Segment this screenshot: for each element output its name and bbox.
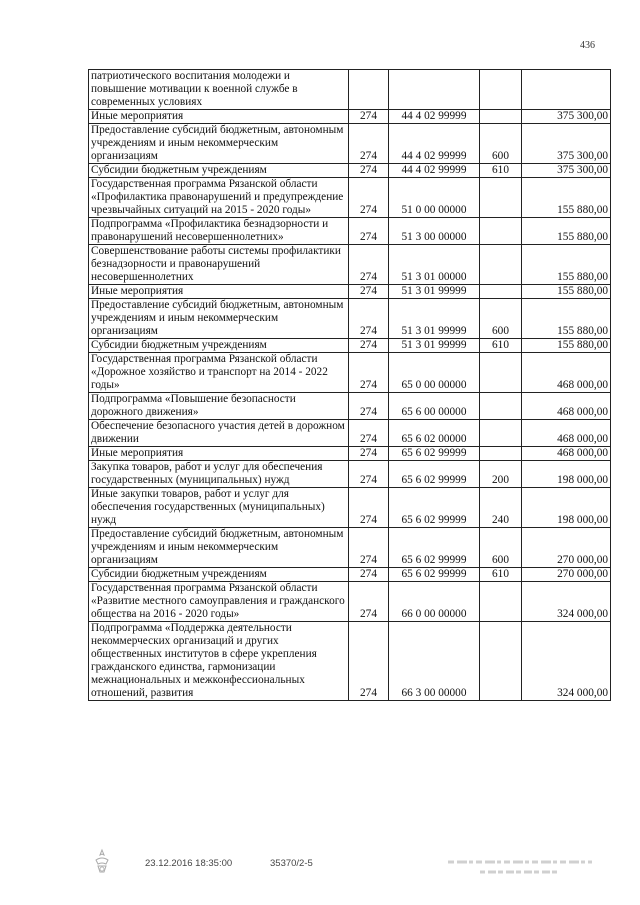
- row-name: Предоставление субсидий бюджетным, автономным учреждениям и иным некоммерческим организациям: [89, 528, 349, 568]
- row-amount: 324 000,00: [522, 622, 611, 701]
- row-amount: [522, 70, 611, 110]
- row-expense-type: [480, 582, 522, 622]
- page-number: 436: [580, 40, 595, 51]
- row-target-article: 51 0 00 00000: [389, 178, 480, 218]
- row-name: Государственная программа Рязанской области «Профилактика правонарушений и предупреждение чрезвычайных ситуаций на 2015 - 2020 годы»: [89, 178, 349, 218]
- budget-table: [88, 69, 611, 701]
- table-row: [89, 461, 611, 488]
- footer-datetime: 23.12.2016 18:35:00: [145, 858, 233, 869]
- row-target-article: 51 3 01 99999: [389, 285, 480, 299]
- row-name: Иные мероприятия: [89, 110, 349, 124]
- row-target-article: 65 6 02 99999: [389, 461, 480, 488]
- row-target-article: 65 6 02 99999: [389, 488, 480, 528]
- row-name: Подпрограмма «Повышение безопасности дорожного движения»: [89, 393, 349, 420]
- row-amount: 468 000,00: [522, 393, 611, 420]
- row-amount: 468 000,00: [522, 420, 611, 447]
- table-row: [89, 245, 611, 285]
- row-expense-type: 600: [480, 528, 522, 568]
- table-row: [89, 178, 611, 218]
- table-row: [89, 528, 611, 568]
- row-target-article: 66 0 00 00000: [389, 582, 480, 622]
- row-amount: 198 000,00: [522, 488, 611, 528]
- table-row: [89, 218, 611, 245]
- row-name: Субсидии бюджетным учреждениям: [89, 568, 349, 582]
- row-code: 274: [349, 124, 389, 164]
- row-code: 274: [349, 339, 389, 353]
- row-code: 274: [349, 447, 389, 461]
- row-expense-type: 600: [480, 124, 522, 164]
- row-code: 274: [349, 461, 389, 488]
- row-target-article: [389, 70, 480, 110]
- row-target-article: 51 3 00 00000: [389, 218, 480, 245]
- row-code: 274: [349, 488, 389, 528]
- row-amount: 155 880,00: [522, 299, 611, 339]
- table-row: [89, 164, 611, 178]
- row-code: 274: [349, 178, 389, 218]
- row-target-article: 66 3 00 00000: [389, 622, 480, 701]
- table-row: [89, 70, 611, 110]
- row-expense-type: [480, 285, 522, 299]
- row-code: 274: [349, 420, 389, 447]
- row-target-article: 51 3 01 99999: [389, 299, 480, 339]
- row-code: 274: [349, 353, 389, 393]
- table-row: [89, 110, 611, 124]
- table-row: [89, 124, 611, 164]
- row-name: Иные мероприятия: [89, 285, 349, 299]
- row-name: Государственная программа Рязанской области «Развитие местного самоуправления и гражданского общества на 2016 - 2020 годы»: [89, 582, 349, 622]
- row-expense-type: 600: [480, 299, 522, 339]
- row-amount: 155 880,00: [522, 339, 611, 353]
- row-expense-type: [480, 70, 522, 110]
- table-row: [89, 353, 611, 393]
- row-expense-type: 610: [480, 164, 522, 178]
- row-name: Субсидии бюджетным учреждениям: [89, 339, 349, 353]
- row-code: 274: [349, 218, 389, 245]
- row-expense-type: [480, 218, 522, 245]
- faded-stamp-icon: [440, 855, 600, 879]
- row-name: Субсидии бюджетным учреждениям: [89, 164, 349, 178]
- row-target-article: 65 0 00 00000: [389, 353, 480, 393]
- row-target-article: 44 4 02 99999: [389, 110, 480, 124]
- row-amount: 155 880,00: [522, 285, 611, 299]
- table-row: [89, 447, 611, 461]
- row-expense-type: [480, 245, 522, 285]
- row-code: 274: [349, 528, 389, 568]
- table-row: [89, 568, 611, 582]
- row-name: Обеспечение безопасного участия детей в дорожном движении: [89, 420, 349, 447]
- row-code: 274: [349, 164, 389, 178]
- row-name: Иные мероприятия: [89, 447, 349, 461]
- row-target-article: 65 6 02 99999: [389, 568, 480, 582]
- row-amount: 270 000,00: [522, 568, 611, 582]
- budget-table-body: [89, 70, 611, 701]
- row-name: Иные закупки товаров, работ и услуг для обеспечения государственных (муниципальных) нужд: [89, 488, 349, 528]
- row-amount: 155 880,00: [522, 178, 611, 218]
- row-name: Совершенствование работы системы профилактики безнадзорности и правонарушений несовершеннолетних: [89, 245, 349, 285]
- row-target-article: 65 6 02 00000: [389, 420, 480, 447]
- table-row: [89, 339, 611, 353]
- row-target-article: 51 3 01 99999: [389, 339, 480, 353]
- row-target-article: 65 6 02 99999: [389, 447, 480, 461]
- row-target-article: 65 6 00 00000: [389, 393, 480, 420]
- table-row: [89, 393, 611, 420]
- row-amount: 468 000,00: [522, 353, 611, 393]
- table-row: [89, 488, 611, 528]
- row-name: Подпрограмма «Профилактика безнадзорности и правонарушений несовершеннолетних»: [89, 218, 349, 245]
- row-amount: 375 300,00: [522, 124, 611, 164]
- row-expense-type: [480, 110, 522, 124]
- row-amount: 324 000,00: [522, 582, 611, 622]
- emblem-icon: [90, 848, 114, 876]
- row-amount: 155 880,00: [522, 245, 611, 285]
- row-name: Предоставление субсидий бюджетным, автономным учреждениям и иным некоммерческим организациям: [89, 124, 349, 164]
- table-row: [89, 285, 611, 299]
- row-target-article: 65 6 02 99999: [389, 528, 480, 568]
- row-name: Предоставление субсидий бюджетным, автономным учреждениям и иным некоммерческим организациям: [89, 299, 349, 339]
- row-amount: 375 300,00: [522, 164, 611, 178]
- row-amount: 155 880,00: [522, 218, 611, 245]
- row-name: Подпрограмма «Поддержка деятельности некоммерческих организаций и других общественных институтов в сфере укрепления гражданского единства, гармонизации межнациональных и межконфессиональных отношений, развития: [89, 622, 349, 701]
- row-expense-type: [480, 178, 522, 218]
- row-expense-type: [480, 447, 522, 461]
- row-code: 274: [349, 582, 389, 622]
- table-row: [89, 299, 611, 339]
- row-expense-type: [480, 353, 522, 393]
- row-code: 274: [349, 285, 389, 299]
- row-target-article: 44 4 02 99999: [389, 164, 480, 178]
- row-name: Закупка товаров, работ и услуг для обеспечения государственных (муниципальных) нужд: [89, 461, 349, 488]
- row-expense-type: 610: [480, 568, 522, 582]
- row-name: патриотического воспитания молодежи и повышение мотивации к военной службе в современных условиях: [89, 70, 349, 110]
- row-name: Государственная программа Рязанской области «Дорожное хозяйство и транспорт на 2014 - 2022 годы»: [89, 353, 349, 393]
- row-code: 274: [349, 110, 389, 124]
- row-target-article: 44 4 02 99999: [389, 124, 480, 164]
- table-row: [89, 622, 611, 701]
- row-expense-type: [480, 622, 522, 701]
- footer-doc-number: 35370/2-5: [270, 858, 313, 869]
- row-code: 274: [349, 299, 389, 339]
- row-expense-type: [480, 420, 522, 447]
- row-code: 274: [349, 393, 389, 420]
- row-code: [349, 70, 389, 110]
- row-amount: 375 300,00: [522, 110, 611, 124]
- row-expense-type: [480, 393, 522, 420]
- row-code: 274: [349, 245, 389, 285]
- row-code: 274: [349, 622, 389, 701]
- row-amount: 198 000,00: [522, 461, 611, 488]
- row-target-article: 51 3 01 00000: [389, 245, 480, 285]
- table-row: [89, 582, 611, 622]
- row-code: 274: [349, 568, 389, 582]
- row-expense-type: 240: [480, 488, 522, 528]
- row-amount: 468 000,00: [522, 447, 611, 461]
- row-amount: 270 000,00: [522, 528, 611, 568]
- table-row: [89, 420, 611, 447]
- row-expense-type: 610: [480, 339, 522, 353]
- row-expense-type: 200: [480, 461, 522, 488]
